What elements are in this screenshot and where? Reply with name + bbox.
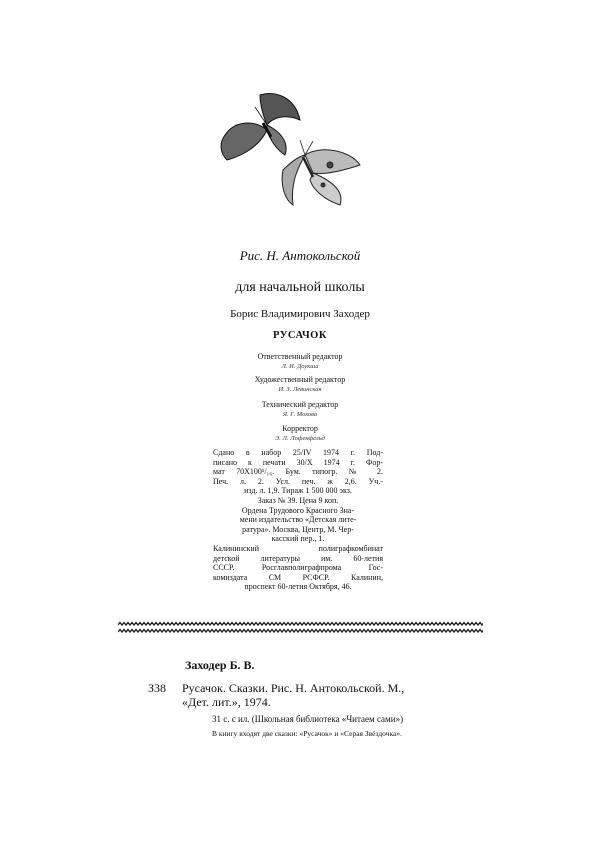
call-number: З38 — [148, 681, 167, 695]
imprint-line: мени издательство «Детская лите- — [239, 515, 357, 525]
imprint-line: детской литературы им. 60-летия — [213, 553, 383, 563]
credit-role: Технический редактор — [261, 400, 339, 409]
imprint-line: касский пер., 1. — [271, 534, 325, 544]
credit-block — [200, 352, 400, 372]
imprint-line: проспект 60-летия Октября, 46. — [244, 582, 352, 592]
butterfly-illustration — [205, 85, 375, 235]
imprint-line: комиздата СМ РСФСР. Калинин, — [213, 572, 383, 582]
credit-block — [200, 400, 400, 420]
credit-person: Я. Г. Мохова — [282, 411, 318, 418]
illustration-caption: Рис. Н. Антокольской — [239, 248, 361, 263]
imprint-block — [213, 448, 383, 592]
imprint-line: Ордена Трудового Красного Зна- — [241, 505, 355, 515]
credit-block — [200, 375, 400, 395]
credit-role: Ответственный редактор — [257, 352, 343, 361]
upper-butterfly — [221, 93, 300, 160]
imprint-line: Печ. л. 2. Усл. печ. ж 2,6. Уч.- — [213, 476, 383, 486]
wave-line-bottom — [118, 630, 483, 633]
imprint-line: ратура». Москва, Центр, М. Чер- — [242, 524, 354, 534]
wave-line-top — [118, 623, 483, 626]
book-title: РУСАЧОК — [273, 330, 327, 341]
imprint-line: Сдано в набор 25/IV 1974 г. Под- — [213, 448, 383, 457]
catalog-annotation: В книгу входят две сказки: «Русачок» и «Серая Звёздочка». — [212, 729, 402, 738]
catalog-desc-line: Русачок. Сказки. Рис. Н. Антокольской. М., — [182, 681, 405, 695]
credit-person: Л. И. Доукша — [281, 363, 319, 370]
imprint-line: СССР. Росглавполиграфпрома Гос- — [213, 563, 383, 573]
credit-person: И. З. Левинская — [278, 386, 322, 393]
wavy-divider — [118, 618, 483, 638]
imprint-line: писано к печати 30/X 1974 г. Фор- — [213, 457, 383, 467]
credit-role: Художественный редактор — [254, 375, 346, 384]
author-full-name: Борис Владимирович Заходер — [230, 308, 370, 320]
catalog-desc-line: «Дет. лит.», 1974. — [182, 695, 271, 709]
lower-butterfly — [282, 140, 360, 205]
imprint-line: Калининский полиграфкомбинат — [213, 543, 383, 553]
credit-role: Корректор — [282, 424, 318, 433]
imprint-line: изд. л. 1,9. Тираж 1 500 000 экз. — [244, 486, 352, 496]
credit-person: Э. Л. Лофенфельд — [275, 435, 325, 442]
catalog-pages: 31 с. с ил. (Школьная библиотека «Читаем сами») — [212, 714, 404, 724]
imprint-line: мат 70X100¹/₁₆. Бум. типогр. № 2. — [213, 467, 383, 477]
imprint-line: Заказ № 39. Цена 9 коп. — [257, 495, 339, 505]
catalog-description — [182, 681, 442, 709]
series-title: для начальной школы — [235, 280, 365, 295]
credit-block — [200, 424, 400, 444]
catalog-author: Заходер Б. В. — [185, 658, 255, 672]
